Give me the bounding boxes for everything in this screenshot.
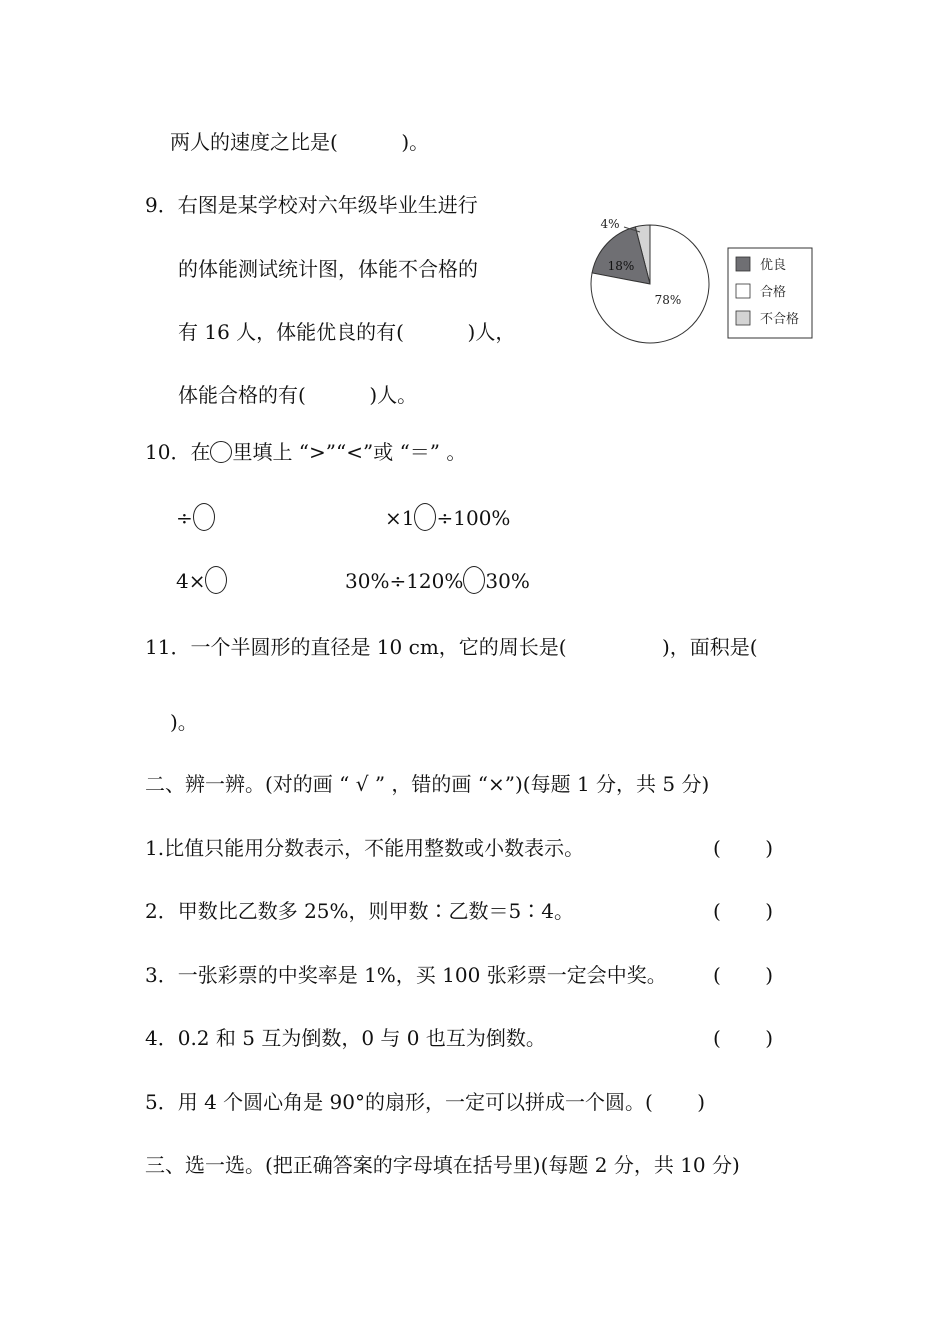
- tf-item-5: 5．用 4 个圆心角是 90°的扇形，一定可以拼成一个圆。( ): [145, 1090, 706, 1114]
- slice-label-4: 4%: [600, 217, 620, 231]
- chart-legend: [728, 248, 812, 338]
- slice-label-18: 18%: [607, 259, 635, 273]
- section3-heading: 三、选一选。(把正确答案的字母填在括号里)(每题 2 分，共 10 分): [145, 1153, 740, 1177]
- pie-slices: [591, 225, 709, 343]
- q10-row2-right: [345, 566, 530, 594]
- compare-circle-3[interactable]: [205, 566, 227, 594]
- q8-tail: 两人的速度之比是( )。: [170, 130, 430, 154]
- legend-swatch-excellent: [736, 257, 750, 271]
- q10-row2-left: [176, 566, 227, 594]
- q10-r2-left-text: 4×: [176, 569, 206, 593]
- legend-label-excellent: 优良: [760, 258, 787, 273]
- q9-line1: 9．右图是某学校对六年级毕业生进行: [145, 193, 478, 217]
- legend-swatch-pass: [736, 284, 750, 298]
- q9-line3: 有 16 人，体能优良的有( )人，: [178, 320, 516, 344]
- q11-line1: 11．一个半圆形的直径是 10 cm，它的周长是( )，面积是(: [145, 635, 758, 659]
- tf-item-4: 4．0.2 和 5 互为倒数，0 与 0 也互为倒数。: [145, 1026, 546, 1050]
- q10-r1-right-b: ÷100%: [436, 506, 511, 530]
- q9-line2: 的体能测试统计图，体能不合格的: [178, 257, 478, 281]
- pie-chart: [580, 208, 820, 358]
- tf-item-2: 2．甲数比乙数多 25%，则甲数∶乙数＝5∶4。: [145, 899, 574, 923]
- answer-paren-4[interactable]: ( ): [713, 1026, 774, 1050]
- q10-intro: [145, 440, 466, 464]
- q10-r2-right-a: 30%÷120%: [345, 569, 464, 593]
- compare-circle-icon: [210, 441, 232, 463]
- compare-circle-4[interactable]: [463, 566, 485, 594]
- q10-r2-right-b: 30%: [485, 569, 530, 593]
- answer-paren-1[interactable]: ( ): [713, 836, 774, 860]
- slice-label-78: 78%: [654, 293, 682, 307]
- q10-r1-left-text: ÷: [176, 506, 193, 530]
- section2-heading: 二、辨一辨。(对的画 “ √ ” ，错的画 “×”)(每题 1 分，共 5 分): [145, 772, 710, 796]
- q9-line4: 体能合格的有( )人。: [178, 383, 418, 407]
- legend-swatch-fail: [736, 311, 750, 325]
- legend-label-fail: 不合格: [760, 312, 800, 327]
- compare-circle-1[interactable]: [193, 503, 215, 531]
- q10-intro-a: 10．在: [145, 440, 211, 464]
- q10-r1-right-a: ×1: [385, 506, 415, 530]
- answer-paren-3[interactable]: ( ): [713, 963, 774, 987]
- tf-item-1: 1.比值只能用分数表示，不能用整数或小数表示。: [145, 836, 585, 860]
- q11-line2: )。: [170, 710, 198, 734]
- answer-paren-2[interactable]: ( ): [713, 899, 774, 923]
- q10-row1-left: [176, 503, 215, 531]
- q10-intro-b: 里填上 “>”“<”或 “＝” 。: [232, 440, 467, 464]
- q10-row1-right: [385, 503, 510, 531]
- compare-circle-2[interactable]: [414, 503, 436, 531]
- tf-item-3: 3．一张彩票的中奖率是 1%，买 100 张彩票一定会中奖。: [145, 963, 667, 987]
- legend-label-pass: 合格: [760, 285, 787, 300]
